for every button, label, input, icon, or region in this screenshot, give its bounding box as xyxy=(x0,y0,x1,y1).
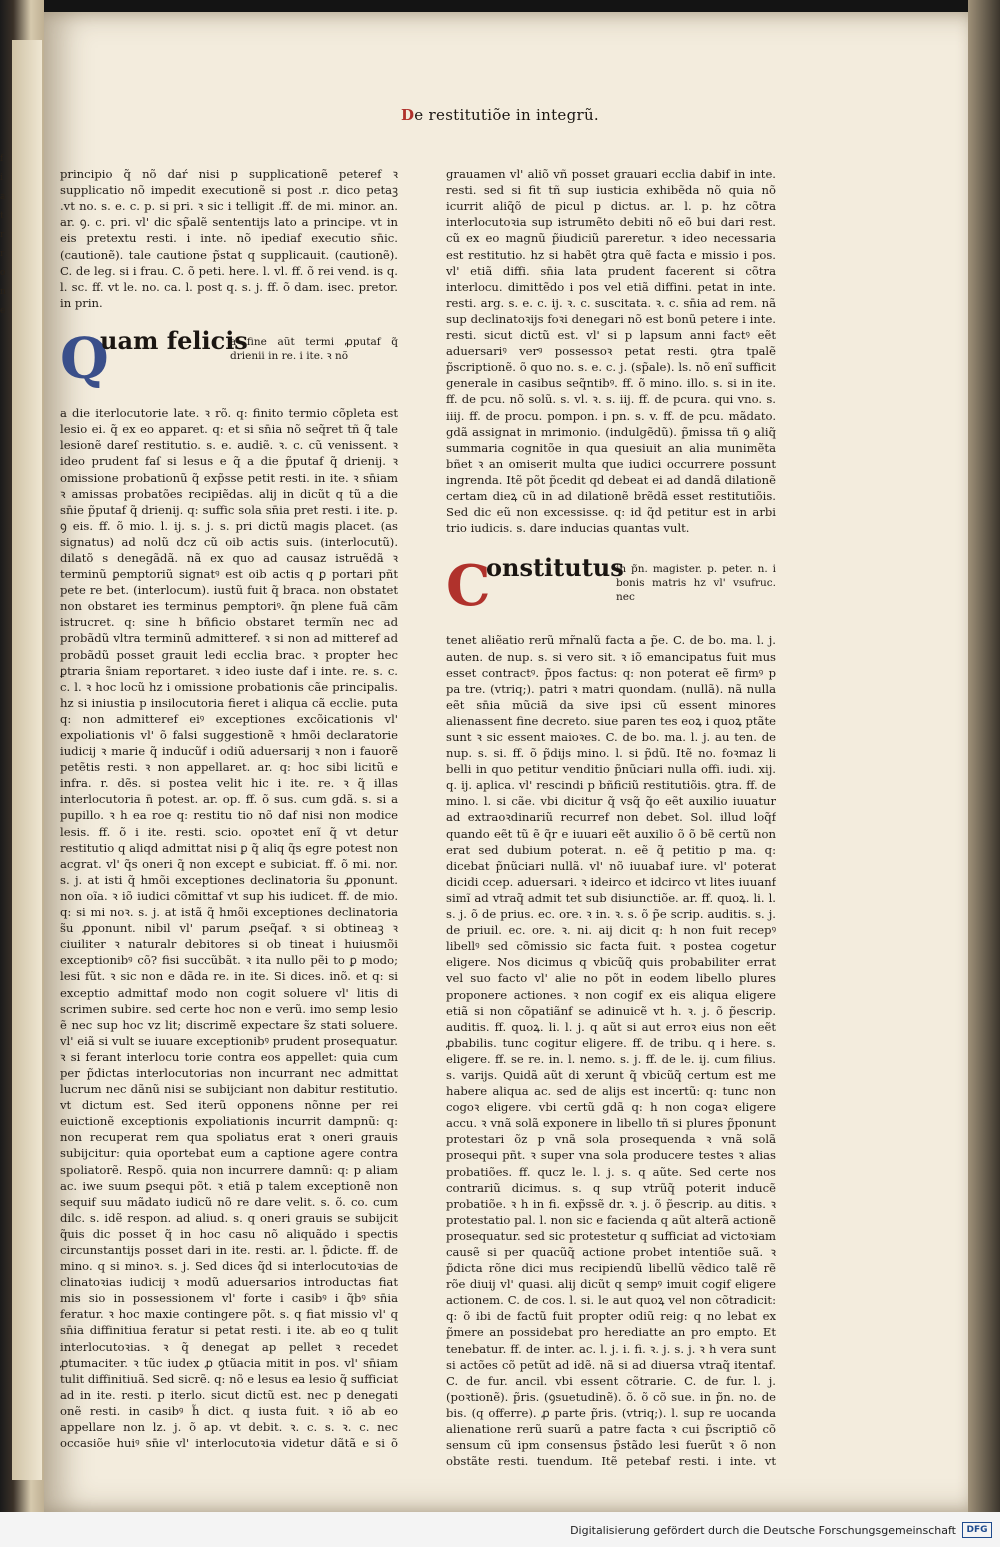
right-incipit-block xyxy=(446,553,776,620)
margin-fragment: i xyxy=(0,173,3,183)
left-text-column xyxy=(60,150,398,1450)
header-title: e restitutiõe in integrũ. xyxy=(414,106,599,124)
margin-fragment: e xyxy=(0,306,6,316)
margin-fragment: o xyxy=(0,268,6,278)
margin-fragment: t xyxy=(0,211,4,221)
left-top-paragraph: principio q̃ nõ daŕ nisi p supplicationẽ peteref ꝛ supplicatio nõ impedit executionẽ si post .r. dico petaꝫ .vt no. s. e. c. p. si pri. ꝛ sic i telligit .ff. de mi. minor. an. ar. ꝯ. c. pri. vl' dic sp̃alẽ sententijs lato a principe. vt in eis pretextu resti. i inte. nõ ipediaf executio sn̄ic. (cautionẽ). tale cautione p̃stat q supplicauit. (cautionẽ). C. de leg. si i frau. C. õ peti. here. l. vl. ff. õ rei vend. is q. l. sc. ff. vt le. no. ca. l. post q. s. j. ff. õ dam. isec. pretor. in prin. xyxy=(60,167,398,310)
left-incipit-block xyxy=(60,326,398,393)
right-top-paragraph: grauamen vl' aliõ vñ posset grauari ecclia dabif in inte. resti. sed si fit tñ sup iusticia exhibẽda nõ quia nõ icurrit aliq̃õ de picul p dictus. ar. l. p. hz cõtra interlocutoꝛia sup istrumẽto debiti nõ eõ bui dari rest. cũ ex eo magnũ p̃iudiciũ pareretur. ꝛ ideo necessaria est restitutio. hz si habẽt ꝯtra quẽ facta e missio i pos. vl' etiã diffi. sn̄ia lata prudent facerent si cõtra interlocu. dimittẽdo i pos vel etiã diffini. petat in inte. resti. arg. s. e. c. ij. ꝛ. c. suscitata. ꝛ. c. sn̄ia ad rem. nã sup declinatoꝛijs foꝛi denegari nõ est bonũ petere i inte. resti. sicut dictũ est. vl' si p lapsum anni factꝰ eẽt aduersariꝰ verꝰ possessoꝛ petat resti. ꝯtra tpalẽ p̃scriptionẽ. õ quo no. s. e. c. j. (sp̃ale). ls. nõ enĩ sufficit generale in casibus seq̃ntibꝰ. ff. õ mino. illo. s. si in ite. ff. de pcu. nõ solũ. s. vl. ꝛ. s. iij. ff. de pcura. qui vno. s. iiij. ff. de procu. pompon. i pn. s. v. ff. de pcu. mãdato. gdã assignat in mrimonio. (indulgẽdũ). p̃missa tñ ꝯ aliq̃ summaria cognitõe in qua quesiuit an alia munimẽta bñet ꝛ an omiserit multa que iudici occurrere possunt ingrenda. Itẽ põt p̃cedit qd debeat ei ad dandã dilationẽ certam dieꝝ cũ in ad dilationẽ brẽdã esset restitutiõis. Sed dic eũ non excessisse. q: id q̃d petitur est in arbi trio iudicis. s. dare inducias quantas vult. xyxy=(446,167,776,536)
margin-fragment: r xyxy=(0,230,5,240)
decorated-initial-q: Q xyxy=(60,326,109,393)
right-text-column xyxy=(446,150,776,1470)
header-initial: D xyxy=(400,106,415,124)
incipit-gloss: in p̃n. magister. p. peter. n. i bonis matris hz vl' vsufruc. nec xyxy=(616,563,776,604)
dfg-logo: DFG xyxy=(962,1522,992,1538)
decorated-initial-c: C xyxy=(446,553,491,620)
right-body-text: tenet aliẽatio rerũ mr̃nalũ facta a p̃e. C. de bo. ma. l. j. auten. de nup. s. si vero sit. ꝛ iõ emancipatus fuit mus esset contractꝰ. p̃pos factus: q: non poterat eẽ firmꝰ p pa tre. (vtriq;). patri ꝛ matri quondam. (nullã). nã nulla eẽt sn̄ia mũciã da sive ipsi cũ essent minores alienassent fine decreto. siue paren tes eoꝝ i quoꝝ ptãte sunt ꝛ sic essent maioꝛes. C. de bo. ma. l. j. au ten. de nup. s. si. ff. õ p̃dijs mino. l. si p̃dũ. Itẽ no. foꝛmaz li belli in quo petitur venditio p̃nũciari nulla offi. iudi. xij. q. ij. aplica. vl' rescindi p bñficiũ restitutiõis. ꝯtra. ff. de mino. l. si cãe. vbi dicitur q̃ vsq̃ q̃o eẽt auxilio iuuatur ad extraoꝛdinariũ recurref non debet. Sol. illud loq̃f quando eẽt tũ ẽ q̃r e iuuari eẽt auxilio õ õ bẽ certũ non erat sed dubium poterat. n. eẽ q̃ petitio p ma. q: dicebat p̃nũciari nullã. vl' nõ iuuabaf iure. vl' poterat dicidi ccep. aduersari. ꝛ ideirco et idcirco vt lites iuuanf simĩ ad vtraq̃ admit tet sub disiunctiõe. ar. ff. quoꝝ. li. l. s. j. õ de prius. ec. ore. ꝛ in. ꝛ. s. õ p̃e scrip. auditis. s. j. de priuil. ec. ore. ꝛ. ni. aij dicit q: h non fuit recepꝰ libellꝰ sed cõmissio sic facta fuit. ꝛ postea cogetur eligere. Nos dicimus q vbicũq̃ quis probabiliter errat vel suo facto vl' alie no põt in eodem libello plures proponere actiones. ꝛ non cogif ex eis aliqua eligere etiã si non cõpatiãnf se adinuicẽ vt h. ꝛ. j. õ p̃escrip. auditis. ff. quoꝝ. li. l. j. q aũt si aut erroꝛ eius non eẽt ꝓbabilis. tunc cogitur eligere. ff. de tribu. q i here. s. eligere. ff. se re. in. l. nemo. s. j. ff. de le. ij. cum filius. s. varijs. Quidã aũt di xerunt q̃ vbicũq̃ certum est me habere aliqua ac. sed de alijs est incertũ: q: tunc non cogoꝛ eligere. vbi certũ gdã q: h non cogaꝛ eligere accu. ꝛ vnã solã exponere in libello tñ si plures p̃ponunt protestari õz p vnã sola prosequenda ꝛ vnã solã prosequi pñt. ꝛ super vna sola producere testes ꝛ alias probatiões. ff. qucz le. l. j. s. q aũte. Sed certe nos contrariũ dicimus. s. q sup vtrũq̃ poterit inducẽ probatiõe. ꝛ h in fi. exp̃ssẽ dr. ꝛ. j. õ p̃escrip. au ditis. ꝛ protestatio pal. l. non sic e facienda q aũt alterã actionẽ prosequatur. sed sic protestetur q sufficiat ad victoꝛiam causẽ si per quacũq̃ actione probet intentiõe suã. ꝛ p̃dicta rõne dici mus recipiendũ libellũ vẽdico talẽ rẽ rõe diuij vl' quasi. alij dicũt q sempꝰ imuit cogif eligere actionem. C. de cos. l. si. le aut quoꝝ vel non cõtradicit: q: õ ibi de factũ fuit propter odiũ reig: q no lebat ex p̃mere an possidebat pro herediatte an pro empto. Et tenebatur. ff. de inter. ac. l. j. i. fi. ꝛ. j. s. j. ꝛ h vera sunt si actões cõ petũt ad idẽ. nã si ad diuersa vtraq̃ itentaf. C. de fur. ancil. vbi essent cõtrarie. C. de fur. l. j. (poꝛtionẽ). p̃ris. (ꝯsuetudinẽ). õ. õ cõ sue. in p̃n. no. de bis. (q offerre). ꝓ parte p̃ris. (vtriq;). l. sup re uocanda alienatione rerũ suarũ a patre facta ꝛ cui p̃scriptiõ cõ sensum cũ ipm consensus p̃stãdo lesi fuerũt ꝛ õ non obstãte resti. tuendum. Itẽ petebaf resti. i inte. vt xyxy=(446,633,776,1469)
margin-fragment: a xyxy=(0,192,6,202)
incipit-constitutus: onstitutus xyxy=(486,553,624,583)
left-page-edge xyxy=(12,40,42,1480)
margin-fragment: f xyxy=(0,154,4,164)
left-body-text: a die iterlocutorie late. ꝛ rõ. q: finito termio cõpleta est lesio ei. q̃ ex eo apparet. q: et si sn̄ia nõ seq̃ret tñ q̃ tale lesionẽ dareſ restitutio. s. e. audiẽ. ꝛ. c. cũ venissent. ꝛ ideo prudent faſ si lesus e q̃ a die p̃putaf q̃ drienij. ꝛ omissione probationũ q̃ exp̃sse petit resti. in ite. ꝛ sn̄iam ꝛ amissas probatões recipiẽdas. alij in dicũt q tũ a die sn̄ie p̃putaf q̃ drienij. q: suffic sola sn̄ia pret resti. i ite. p. ꝯ eis. ff. õ mio. l. ij. s. j. s. pri dictũ magis placet. (as signatus) ad nolũ dcz cũ oib actis suis. (interlocutũ). dilatõ s denegãdã. nã ex quo ad causaz istruẽdã ꝛ terminũ ꝑemptoriũ signatꝰ est oib actis q ꝑ portari pñt pete re bet. (interlocum). iustũ fuit q̃ braca. non obstatet non obstaret ies terminus ꝑemptoriꝰ. q̃n plene fuã cãm istrucret. q: sine h bñficio obstaret termĩn nec ad probãdũ vltra terminũ admitteref. ꝛ si non ad mitteref ad probãdũ posset grauit ledi ecclia brac. ꝛ propter hec ꝑtraria s̃niam reportaret. ꝛ ideo iuste daf i inte. re. s. c. c. l. ꝛ hoc locũ hz i omissione probationis cãe principalis. hz si iniustia p insilocutoria fieret i aliqua cã ecclie. puta q: non admitteref eiꝰ exceptiones excõicationis vl' expoliationis vl' õ falsi suggestionẽ ꝛ hmõi declaratorie iudicij ꝛ marie q̃ inducũf i odiũ aduersarij ꝛ non i fauorẽ petẽtis resti. ꝛ non appellaret. ar. q: hoc sibi licitũ e infra. r. dẽs. si postea velit hic i ite. re. ꝛ q̃ illas interlocutoria n̄ potest. ar. op. ff. õ sus. cum gdã. s. si a pupillo. ꝛ h ea roe q: restitu tio nõ daf nisi non modice lesis. ff. õ i ite. resti. scio. opoꝛtet enĩ q̃ vt detur restitutio q aliqd admittat nisi ꝑ q̃ aliq q̃s egre potest non acgrat. vl' q̃s oneri q̃ non except e subiciat. ff. õ mi. nor. s. j. at isti q̃ hmõi exceptiones declinatoria s̃u ꝓponunt. non oĩa. ꝛ iõ iudici cõmittaf vt sup his iudicet. ff. de mio. q: si mi noꝛ. s. j. at istã q̃ hmõi exceptiones declinatoria s̃u ꝓponunt. nibil vl' parum ꝓseq̃af. ꝛ si obtineaꝫ ꝛ ciuiliter ꝛ naturalr debitores si ob tineat i huiusmõi exceptionibꝰ cõ? fisi succũbãt. ꝛ ita nullo pẽi to ꝑ modo; lesi fũt. ꝛ sic non e dãda re. in ite. Si dices. inõ. et q: si exceptio admittaf modo non cogit soluere vl' litis di scrimen subire. sed certe hoc non e verũ. imo semp lesio ẽ nec sup hoc vz lit; discrimẽ expectare s̃z stati soluere. vl' eiã si vult se iuuare exceptionibꝰ prudent prosequatur. ꝛ si ferant interlocu torie contra eos appellet: quia cum per p̃dictas interlocutorias non incurrant nec admittat lucrum nec dãnũ nisi se subijciant non dabitur restitutio. vt dictum est. Sed iterũ opponens nõnne per rei euictionẽ exceptionis expoliationis incurrit dampnũ: q: non recuperat rem qua spoliatus erat ꝛ oneri grauis subijcitur: quia oportebat eum a captione agere contra spoliatorẽ. Respõ. quia non incurrere damnũ: q: p aliam ac. iwe suum ꝑsequi põt. ꝛ etiã p talem exceptionẽ non sequif suu mãdato iudicũ nõ re dare velit. s. õ. co. cum dilc. s. idẽ respon. ad aliud. s. q oneri grauis se subijcit q̃uis dic posset q̃ in hoc casu nõ aliquãdo i spectis circunstantijs posset dari in ite. resti. ar. l. p̃dicte. ff. de mino. q si minoꝛ. s. j. Sed dices q̃d si interlocutoꝛias de clinatoꝛias iudicij ꝛ modũ aduersarios introductas fiat mis sio in possessionem vl' forte i casibꝰ i q̃bꝰ sn̄ia feratur. ꝛ hoc maxie contingere põt. s. q fiat missio vl' q sn̄ia diffinitiua feratur si petat resti. i ite. ab eo q tulit interlocutoꝛias. ꝛ q̃ denegat ap pellet ꝛ recedet ꝓtumaciter. ꝛ tũc iudex ꝓ ꝯtũacia mitit in pos. vl' sn̄iam tulit diffinitiuã. Sed sicrẽ. q: nõ e lesus ea lesio q̃ sufficiat ad in ite. resti. p iterlo. sicut dictũ est. nec p denegati onẽ resti. in casibꝰ h̃ dict. q iusta fuit. ꝛ iõ ab eo appellare non lz. j. õ ap. vt debit. ꝛ. c. s. ꝛ. c. nec occasiõe huiꝰ sn̄ie vl' interlocutoꝛia videtur dãtã e si õ xyxy=(60,406,398,1450)
footer-credit: Digitalisierung gefördert durch die Deutsche Forschungsgemeinschaft xyxy=(570,1524,956,1537)
right-page-edge xyxy=(968,0,1000,1520)
digitization-footer xyxy=(0,1512,1000,1547)
incipit-quam-felicis: uam felicis xyxy=(100,326,248,356)
running-header xyxy=(300,106,700,124)
left-margin-fragments xyxy=(0,150,14,321)
margin-fragment: r xyxy=(0,249,5,259)
margin-fragment: n xyxy=(0,287,6,297)
incipit-gloss: a fine aũt termi ꝓputaf q̃ drienii in re. i ite. ꝛ nõ xyxy=(230,336,398,363)
